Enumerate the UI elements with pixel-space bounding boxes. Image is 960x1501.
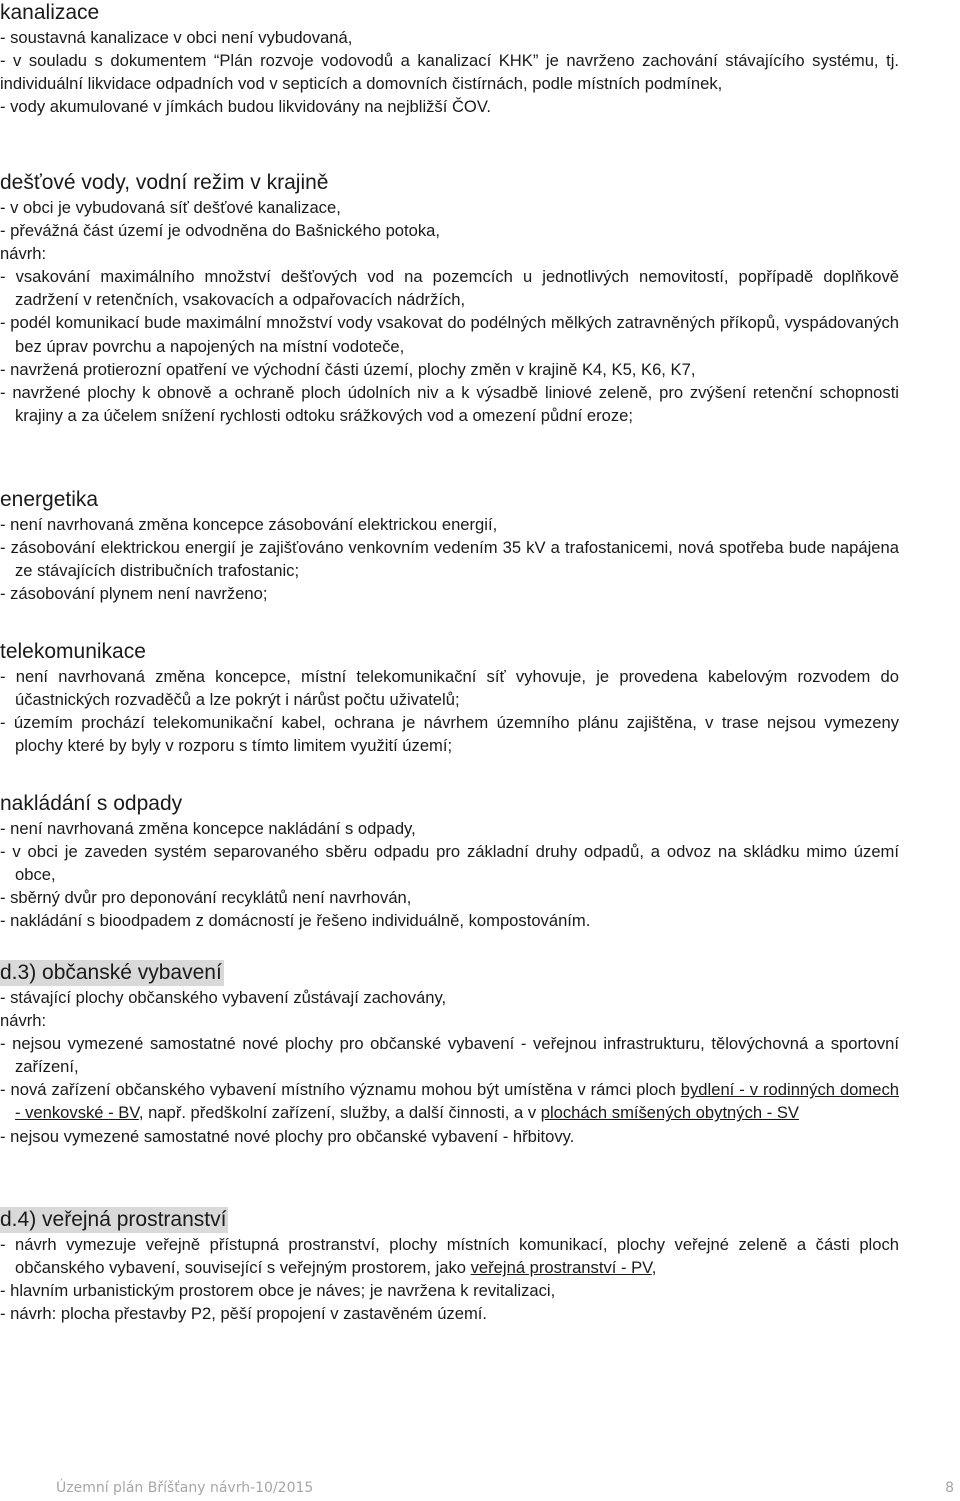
energetika-item-1: - není navrhovaná změna koncepce zásobování elektrickou energií, <box>0 515 498 534</box>
destove-navrh-item-3: - navržená protierozní opatření ve východní části území, plochy změn v krajině K4, K5, K6, K7, <box>0 359 696 379</box>
heading-obcanske-vybaveni: d.3) občanské vybavení <box>0 961 222 984</box>
telekomunikace-item-2: - územím prochází telekomunikační kabel, ochrana je návrhem územního plánu zajištěna, v trase nejsou vymezeny plochy které by byly v rozporu s tímto limitem využití území; <box>0 713 899 756</box>
verejna-item-3: - návrh: plocha přestavby P2, pěší propojení v zastavěném území. <box>0 1304 488 1324</box>
obcanske-item-1: - stávající plochy občanského vybavení zůstávají zachovány, <box>0 988 447 1007</box>
section-energetika <box>0 487 899 605</box>
kanalizace-item-2: - v souladu s dokumentem “Plán rozvoje vodovodů a kanalizací KHK” je navrženo zachování stávajícího systému, tj. individuální likvidace odpadních vod v septicích a domovních čistírnách, podle místních podmínek, <box>0 51 899 94</box>
link-verejna-prostranstvi-pv[interactable]: veřejná prostranství - PV <box>470 1258 652 1278</box>
destove-item-1: - v obci je vybudovaná síť dešťové kanalizace, <box>0 198 341 217</box>
destove-item-2: - převážná část území je odvodněna do Bašnického potoka, <box>0 221 441 241</box>
heading-destove-vody: dešťové vody, vodní režim v krajině <box>0 171 329 194</box>
verejna-item-1-text-a: - návrh vymezuje veřejně přístupná prostranství, plochy místních komunikací, plochy veřejné zeleně a části ploch občanského vybavení, související s veřejným prostorem, jako <box>0 1235 899 1278</box>
odpady-item-3: - sběrný dvůr pro deponování recyklátů není navrhován, <box>0 888 412 908</box>
verejna-item-1-text-b: , <box>651 1258 657 1278</box>
heading-verejna-prostranstvi: d.4) veřejná prostranství <box>0 1208 227 1231</box>
section-telekomunikace <box>0 639 899 757</box>
section-destove-vody <box>0 170 899 427</box>
obcanske-item-2: - nejsou vymezené samostatné nové plochy pro občanské vybavení - veřejnou infrastrukturu, tělovýchovná a sportovní zařízení, <box>0 1034 899 1077</box>
obcanske-item-4: - nejsou vymezené samostatné nové plochy pro občanské vybavení - hřbitovy. <box>0 1126 575 1146</box>
footer-document-title: Územní plán Bříšťany návrh-10/2015 <box>56 1480 314 1496</box>
verejna-item-2: - hlavním urbanistickým prostorem obce je náves; je navržena k revitalizaci, <box>0 1281 556 1301</box>
odpady-item-4: - nakládání s bioodpadem z domácností je řešeno individuálně, kompostováním. <box>0 911 591 931</box>
destove-navrh-label: návrh: <box>0 244 47 264</box>
footer-page-number: 8 <box>945 1480 954 1496</box>
odpady-item-2: - v obci je zaveden systém separovaného sběru odpadu pro základní druhy odpadů, a odvoz na skládku mimo území obce, <box>0 842 899 885</box>
obcanske-navrh-label: návrh: <box>0 1011 47 1031</box>
section-odpady <box>0 791 899 932</box>
destove-navrh-item-1: - vsakování maximálního množství dešťových vod na pozemcích u jednotlivých nemovitostí, popřípadě doplňkově zadržení v retenčních, vsakovacích a odpařovacích nádržích, <box>0 267 899 310</box>
section-kanalizace <box>0 0 899 118</box>
kanalizace-item-3: - vody akumulované v jímkách budou likvidovány na nejbližší ČOV. <box>0 97 491 117</box>
destove-navrh-item-4: - navržené plochy k obnově a ochraně ploch údolních niv a k výsadbě liniové zeleně, pro zvýšení retenční schopnosti krajiny a za účelem snížení rychlosti odtoku srážkových vod a omezení půdní eroze; <box>0 382 899 425</box>
heading-kanalizace: kanalizace <box>0 1 100 24</box>
destove-navrh-item-2: - podél komunikací bude maximální množství vody vsakovat do podélných mělkých zatravněných příkopů, vyspádovaných bez úprav povrchu a napojených na místní vodoteče, <box>0 313 899 356</box>
energetika-item-3: - zásobování plynem není navrženo; <box>0 584 268 604</box>
telekomunikace-item-1: - není navrhovaná změna koncepce, místní telekomunikační síť vyhovuje, je provedena kabelovým rozvodem do účastnických rozvaděčů a lze pokrýt i nárůst počtu uživatelů; <box>0 667 899 710</box>
obcanske-item-3-text-a: - nová zařízení občanského vybavení místního významu mohou být umístěna v rámci ploch <box>0 1080 681 1100</box>
heading-odpady: nakládání s odpady <box>0 792 183 815</box>
odpady-item-1: - není navrhovaná změna koncepce nakládání s odpady, <box>0 819 416 838</box>
link-plochy-smisene-sv[interactable]: plochách smíšených obytných - SV <box>540 1103 799 1123</box>
energetika-item-2: - zásobování elektrickou energií je zajišťováno venkovním vedením 35 kV a trafostanicemi, nová spotřeba bude napájena ze stávajících distribučních trafostanic; <box>0 538 899 581</box>
heading-telekomunikace: telekomunikace <box>0 640 146 663</box>
obcanske-item-3 <box>0 1078 899 1124</box>
heading-energetika: energetika <box>0 488 99 511</box>
kanalizace-item-1: - soustavná kanalizace v obci není vybudovaná, <box>0 28 353 47</box>
verejna-item-1 <box>0 1233 899 1279</box>
link-plochy-bydleni-bv[interactable]: bydlení - v rodinných domech - venkovské - BV <box>15 1080 899 1123</box>
page-footer <box>0 1478 960 1500</box>
section-verejna-prostranstvi <box>0 1207 899 1325</box>
obcanske-item-3-text-b: , např. předškolní zařízení, služby, a další činnosti, a v <box>138 1103 541 1123</box>
section-obcanske-vybaveni <box>0 960 899 1148</box>
